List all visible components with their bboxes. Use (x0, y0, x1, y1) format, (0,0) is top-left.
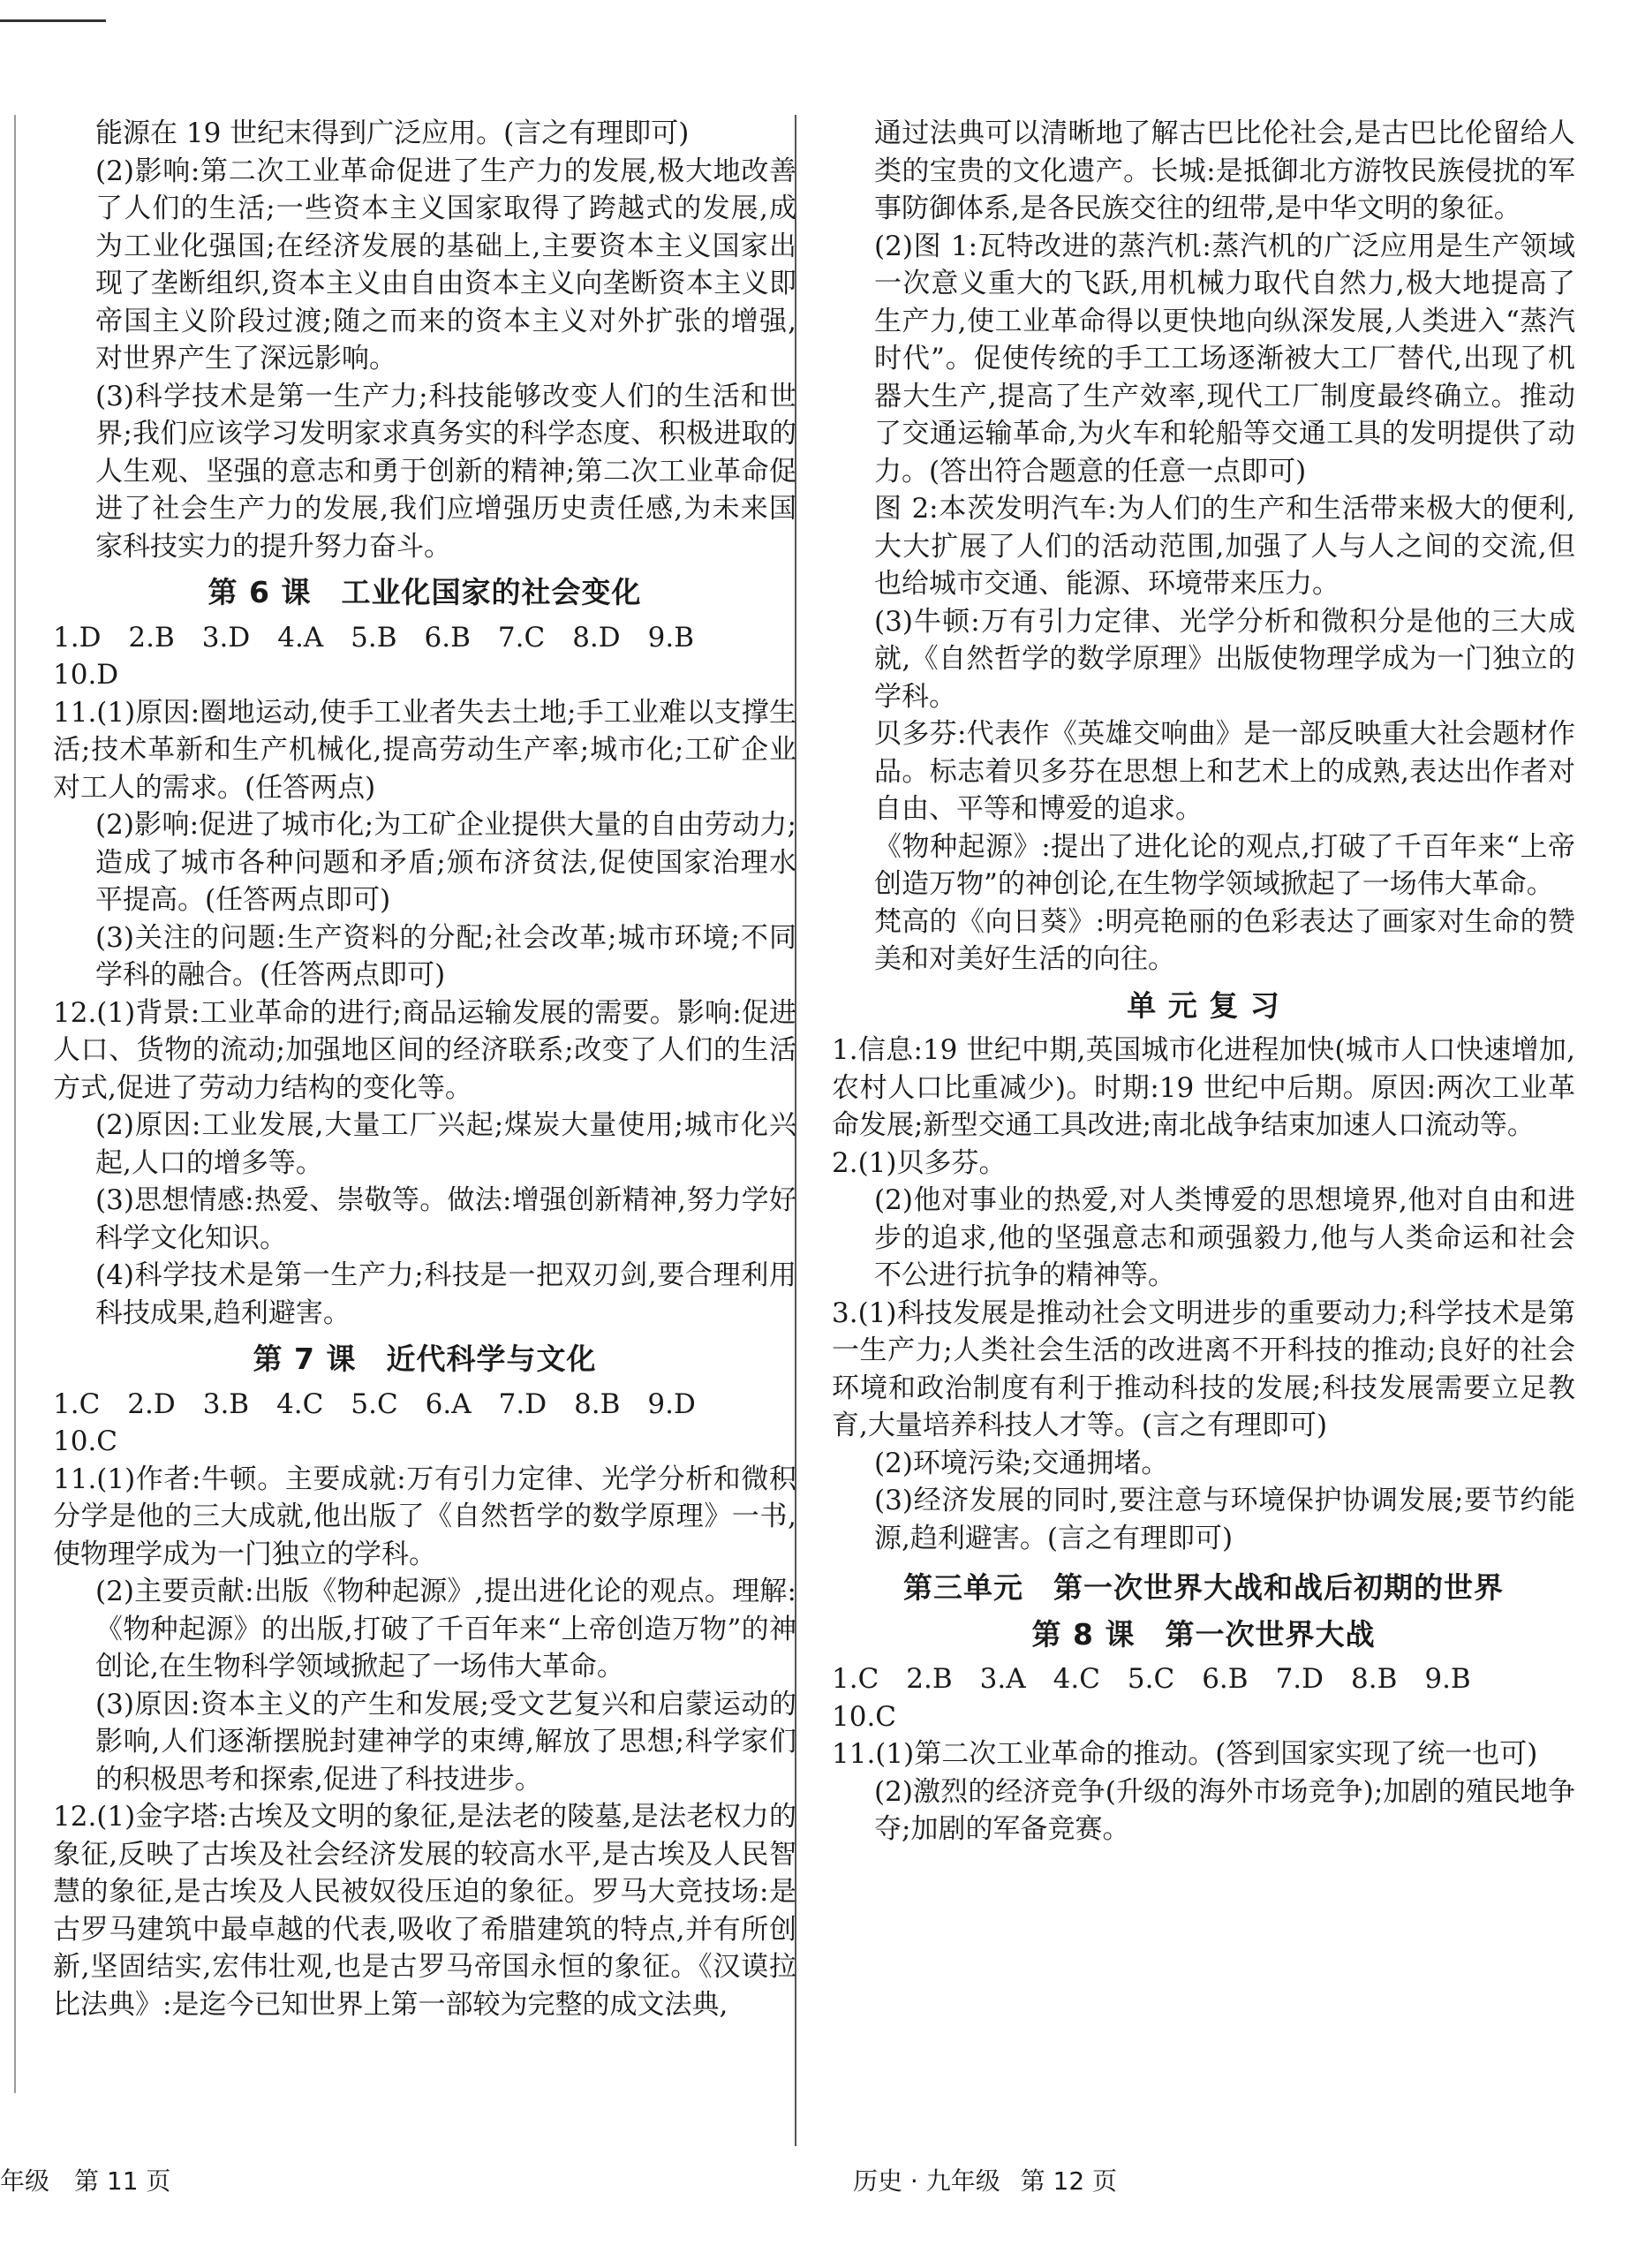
footer-right (853, 2162, 1129, 2197)
answer-paragraph: (2)图 1:瓦特改进的蒸汽机:蒸汽机的广泛应用是生产领域一次意义重大的飞跃,用机械力取代自然力,极大地提高了生产力,使工业革命得以更快地向纵深发展,人类进入“蒸汽时代”。促使传统的手工工场逐渐被大工厂替代,出现了机器大生产,提高了生产效率,现代工厂制度最终确立。推动了交通运输革命,为火车和轮船等交通工具的发明提供了动力。(答出符合题意的任意一点即可) (874, 230, 1575, 488)
right-column (832, 115, 1575, 1848)
answer-paragraph: (2)他对事业的热爱,对人类博爱的思想境界,他对自由和进步的追求,他的坚强意志和顽强毅力,他与人类命运和社会不公进行抗争的精神等。 (874, 1184, 1575, 1291)
footer-left (0, 2162, 183, 2197)
answer-paragraph: (3)思想情感:热爱、崇敬等。做法:增强创新精神,努力学好科学文化知识。 (95, 1184, 796, 1254)
answer-paragraph: 1.C 2.D 3.B 4.C 5.C 6.A 7.D 8.B 9.D (53, 1387, 696, 1420)
left-column (53, 115, 796, 2023)
section-heading: 第 8 课 第一次世界大战 (1031, 1616, 1376, 1652)
answer-paragraph: 2.(1)贝多芬。 (832, 1146, 1007, 1179)
answer-paragraph: (3)经济发展的同时,要注意与环境保护协调发展;要节约能源,趋利避害。(言之有理即可) (874, 1485, 1575, 1554)
answer-paragraph: 梵高的《向日葵》:明亮艳丽的色彩表达了画家对生命的赞美和对美好生活的向往。 (874, 905, 1575, 975)
answer-paragraph: 1.D 2.B 3.D 4.A 5.B 6.B 7.C 8.D 9.B (53, 621, 694, 654)
answer-paragraph: 3.(1)科技发展是推动社会文明进步的重要动力;科学技术是第一生产力;人类社会生活的改进离不开科技的推动;良好的社会环境和政治制度有利于推动科技的发展;科技发展需要立足教育,大量培养科技人才等。(言之有理即可) (832, 1297, 1575, 1441)
answer-paragraph: 1.C 2.B 3.A 4.C 5.C 6.B 7.D 8.B 9.B (832, 1663, 1471, 1695)
answer-paragraph: (2)激烈的经济竞争(升级的海外市场竞争);加剧的殖民地争夺;加剧的军备竞赛。 (874, 1775, 1575, 1845)
answer-paragraph: (3)牛顿:万有引力定律、光学分析和微积分是他的三大成就,《自然哲学的数学原理》出版使物理学成为一门独立的学科。 (874, 605, 1575, 713)
footer-left-page: 年级 第 11 页 (0, 2166, 171, 2196)
section-heading: 第三单元 第一次世界大战和战后初期的世界 (903, 1570, 1504, 1605)
answer-paragraph: 11.(1)原因:圈地运动,使手工业者失去土地;手工业难以支撑生活;技术革新和生产机械化,提高劳动生产率;城市化;工矿企业对工人的需求。(任答两点) (53, 696, 796, 804)
answer-paragraph: 图 2:本茨发明汽车:为人们的生产和生活带来极大的便利,大大扩展了人们的活动范围,加强了人与人之间的交流,但也给城市交通、能源、环境带来压力。 (874, 493, 1575, 600)
answer-paragraph: 11.(1)作者:牛顿。主要成就:万有引力定律、光学分析和微积分学是他的三大成就,他出版了《自然哲学的数学原理》一书,使物理学成为一门独立的学科。 (53, 1463, 796, 1570)
answer-paragraph: 12.(1)金字塔:古埃及文明的象征,是法老的陵墓,是法老权力的象征,反映了古埃及社会经济发展的较高水平,是古埃及人民智慧的象征,是古埃及人民被奴役压迫的象征。罗马大竞技场:是古罗马建筑中最卓越的代表,吸收了希腊建筑的特点,并有所创新,坚固结实,宏伟壮观,也是古罗马帝国永恒的象征。《汉谟拉比法典》:是迄今已知世界上第一部较为完整的成文法典, (53, 1801, 796, 2021)
footer-subject: 历史 · 九年级 (853, 2166, 1000, 2196)
answer-paragraph: 10.D (53, 659, 119, 691)
answer-paragraph: 能源在 19 世纪末得到广泛应用。(言之有理即可) (95, 117, 690, 149)
answer-paragraph: 10.C (832, 1700, 897, 1733)
section-heading: 单 元 复 习 (1127, 987, 1280, 1023)
answer-paragraph: (3)原因:资本主义的产生和发展;受文艺复兴和启蒙运动的影响,人们逐渐摆脱封建神学的束缚,解放了思想;科学家们的积极思考和探索,促进了科技进步。 (95, 1688, 796, 1796)
answer-paragraph: (2)主要贡献:出版《物种起源》,提出进化论的观点。理解:《物种起源》的出版,打破了千百年来“上帝创造万物”的神创论,在生物科学领域掀起了一场伟大革命。 (95, 1576, 796, 1682)
answer-paragraph: (2)原因:工业发展,大量工厂兴起;煤炭大量使用;城市化兴起,人口的增多等。 (95, 1109, 796, 1179)
answer-paragraph: 1.信息:19 世纪中期,英国城市化进程加快(城市人口快速增加,农村人口比重减少)。时期:19 世纪中后期。原因:两次工业革命发展;新型交通工具改进;南北战争结束加速人口流动等。 (832, 1034, 1575, 1141)
answer-paragraph: 贝多芬:代表作《英雄交响曲》是一部反映重大社会题材作品。标志着贝多芬在思想上和艺术上的成熟,表达出作者对自由、平等和博爱的追求。 (874, 718, 1575, 825)
footer-right-page: 第 12 页 (1020, 2166, 1118, 2196)
section-heading: 第 6 课 工业化国家的社会变化 (208, 575, 642, 609)
section-heading: 第 7 课 近代科学与文化 (253, 1342, 597, 1376)
answer-paragraph: 12.(1)背景:工业革命的进行;商品运输发展的需要。影响:促进人口、货物的流动;加强地区间的经济联系;改变了人们的生活方式,促进了劳动力结构的变化等。 (53, 996, 796, 1104)
answer-paragraph: (2)影响:第二次工业革命促进了生产力的发展,极大地改善了人们的生活;一些资本主义国家取得了跨越式的发展,成为工业化强国;在经济发展的基础上,主要资本主义国家出现了垄断组织,资本主义由自由资本主义向垄断资本主义即帝国主义阶段过渡;随之而来的资本主义对外扩张的增强,对世界产生了深远影响。 (95, 155, 796, 374)
answer-paragraph: (2)环境污染;交通拥堵。 (874, 1447, 1169, 1479)
answer-paragraph: (3)科学技术是第一生产力;科技能够改变人们的生活和世界;我们应该学习发明家求真务实的科学态度、积极进取的人生观、坚强的意志和勇于创新的精神;第二次工业革命促进了社会生产力的发展,我们应增强历史责任感,为未来国家科技实力的提升努力奋斗。 (95, 380, 796, 563)
answer-paragraph: (4)科学技术是第一生产力;科技是一把双刃剑,要合理利用科技成果,趋利避害。 (95, 1259, 796, 1329)
answer-paragraph: 11.(1)第二次工业革命的推动。(答到国家实现了统一也可) (832, 1738, 1538, 1770)
margin-rule (14, 115, 16, 2093)
answer-paragraph: (2)影响:促进了城市化;为工矿企业提供大量的自由劳动力;造成了城市各种问题和矛盾;颁布济贫法,促使国家治理水平提高。(任答两点即可) (95, 809, 796, 916)
answer-paragraph: 《物种起源》:提出了进化论的观点,打破了千百年来“上帝创造万物”的神创论,在生物学领域掀起了一场伟大革命。 (874, 830, 1575, 900)
top-rule (0, 19, 106, 22)
answer-paragraph: 10.C (53, 1425, 118, 1457)
answer-paragraph: (3)关注的问题:生产资料的分配;社会改革;城市环境;不同学科的融合。(任答两点即可) (95, 921, 796, 991)
answer-paragraph: 通过法典可以清晰地了解古巴比伦社会,是古巴比伦留给人类的宝贵的文化遗产。长城:是抵御北方游牧民族侵扰的军事防御体系,是各民族交往的纽带,是中华文明的象征。 (874, 117, 1575, 224)
